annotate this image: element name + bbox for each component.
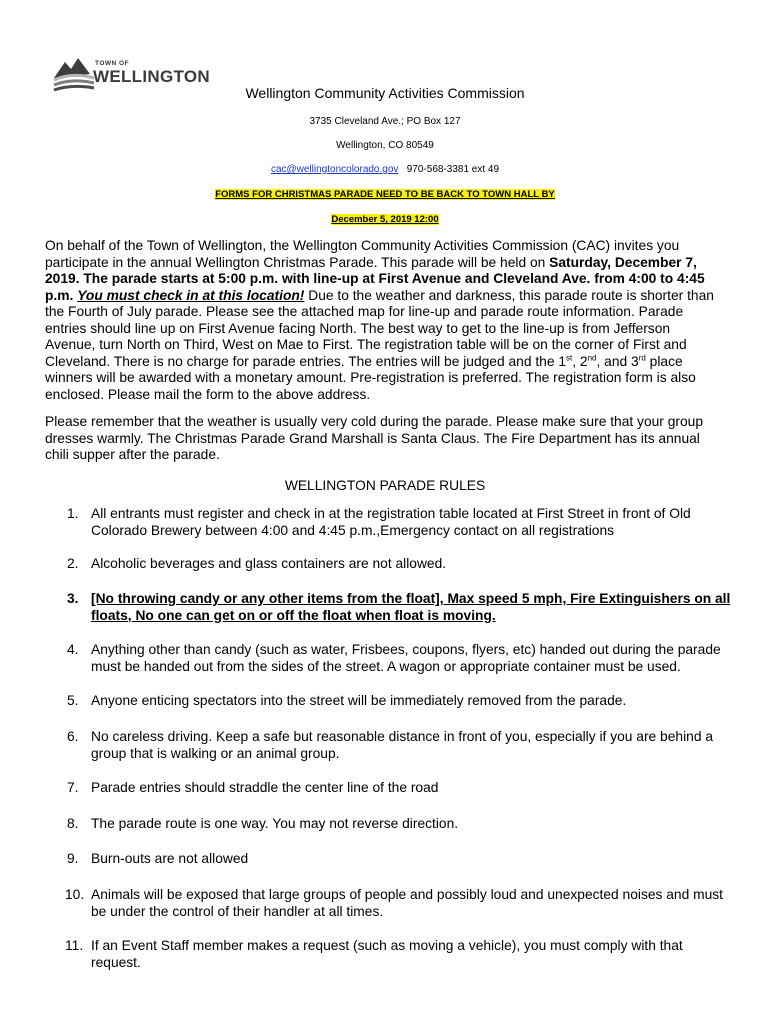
- rules-heading: WELLINGTON PARADE RULES: [284, 478, 486, 493]
- intro-paragraph: On behalf of the Town of Wellington, the Wellington Community Activities Commission (CAC) invites you participate in the annual Wellington Christmas Parade. This parade will be held on Saturday, December 7, 2019. The parade starts at 5:00 p.m. with line-up at First Avenue and Cleveland Ave. from 4:00 to 4:45 p.m. You must check in at this location! Due to the weather and darkness, this parade route is shorter than the Fourth of July parade. Please see the attached map for line-up and parade route information. Parade entries should line up on First Avenue facing North. The best way to get to the line-up is from Jefferson Avenue, turn North on Third, West on Mae to First. The registration table will be on the corner of First and Cleveland. There is no charge for parade entries. The entries will be judged and the 1st, 2nd, and 3rd place winners will be awarded with a monetary amount. Pre-registration is preferred. The registration form is also enclosed. Please mail the form to the above address.: [45, 238, 714, 402]
- reminder-paragraph: Please remember that the weather is usually very cold during the parade. Please make sure that your group dresses warmly. The Christmas Parade Grand Marshall is Santa Claus. The Fire Department has its annual chili supper after the parade.: [45, 414, 704, 462]
- address-line-1: 3735 Cleveland Ave.; PO Box 127: [309, 116, 461, 127]
- phone-number: 970-568-3381 ext 49: [406, 164, 500, 175]
- address-line-2: Wellington, CO 80549: [336, 140, 434, 151]
- org-name: Wellington Community Activities Commission: [245, 85, 525, 101]
- deadline-notice: FORMS FOR CHRISTMAS PARADE NEED TO BE BACK TO TOWN HALL BY: [215, 189, 555, 200]
- email-link[interactable]: cac@wellingtoncolorado.gov: [270, 164, 399, 175]
- logo-wellington: WELLINGTON: [93, 67, 210, 86]
- deadline-date: December 5, 2019 12:00: [331, 214, 439, 225]
- contact-line: [0, 164, 770, 175]
- logo-town-of: TOWN OF: [95, 60, 130, 67]
